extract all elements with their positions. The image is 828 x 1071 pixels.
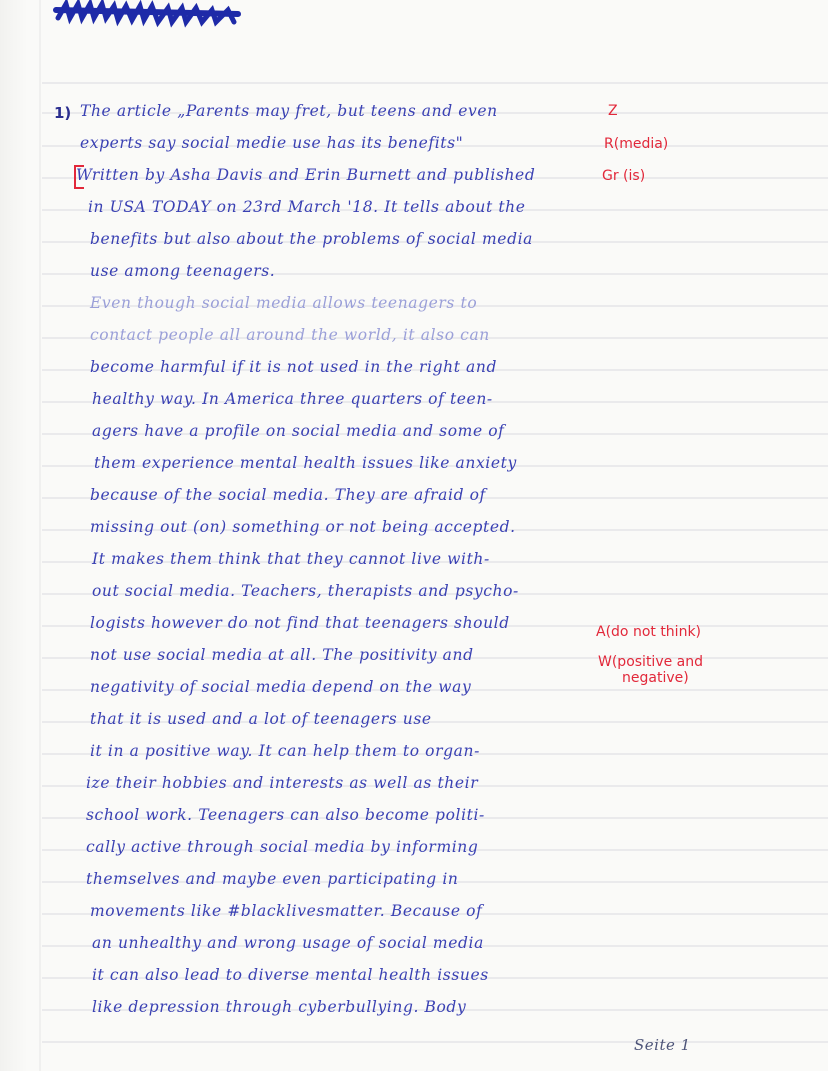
text-line-content: in USA TODAY on 23rd March '18. It tells about the (88, 198, 526, 216)
header-scribble (52, 0, 242, 30)
text-line-content: like depression through cyberbullying. Body (92, 998, 467, 1016)
correction-gr-is: Gr (is) (602, 168, 646, 184)
text-line (0, 518, 828, 548)
insert-bracket (74, 165, 84, 189)
text-line-content: use among teenagers. (90, 262, 276, 280)
text-line (0, 454, 828, 484)
text-line-content: negativity of social media depend on the way (90, 678, 472, 696)
text-line-content: ize their hobbies and interests as well as their (86, 774, 479, 792)
text-line (0, 870, 828, 900)
text-line-content: an unhealthy and wrong usage of social media (92, 934, 484, 952)
text-line (0, 774, 828, 804)
page-number: Seite 1 (634, 1036, 691, 1054)
text-line (0, 486, 828, 516)
text-line-content: contact people all around the world, it also can (90, 326, 490, 344)
text-line (0, 902, 828, 932)
text-line-content: cally active through social media by informing (86, 838, 479, 856)
text-line (0, 998, 828, 1028)
text-line (0, 102, 828, 132)
text-line (0, 262, 828, 292)
correction-w-positive: W(positive and (598, 654, 704, 670)
text-line (0, 422, 828, 452)
text-line (0, 230, 828, 260)
correction-a-do-not-think: A(do not think) (596, 624, 702, 640)
text-line-content: agers have a profile on social media and some of (92, 422, 505, 440)
text-line-content: The article „Parents may fret, but teens and even (80, 102, 498, 120)
text-line-content: Written by Asha Davis and Erin Burnett and published (76, 166, 536, 184)
text-line-content: themselves and maybe even participating in (86, 870, 459, 888)
correction-z: Z (608, 103, 618, 119)
text-line (0, 550, 828, 580)
text-line (0, 582, 828, 612)
text-line-content: movements like #blacklivesmatter. Because of (90, 902, 483, 920)
text-line-content: it in a positive way. It can help them to organ- (90, 742, 480, 760)
text-line (0, 390, 828, 420)
text-line-content: school work. Teenagers can also become politi- (86, 806, 485, 824)
text-line (0, 710, 828, 740)
text-line (0, 358, 828, 388)
text-line (0, 646, 828, 676)
text-line-content: that it is used and a lot of teenagers use (90, 710, 432, 728)
text-line-content: it can also lead to diverse mental health issues (92, 966, 489, 984)
text-line (0, 614, 828, 644)
text-line (0, 742, 828, 772)
text-line-content: experts say social medie use has its benefits" (80, 134, 464, 152)
text-line-content: not use social media at all. The positivity and (90, 646, 474, 664)
item-number-label: 1) (54, 104, 72, 122)
text-line-content: out social media. Teachers, therapists and psycho- (92, 582, 519, 600)
text-line (0, 198, 828, 228)
text-line-content: become harmful if it is not used in the right and (90, 358, 497, 376)
correction-r-media: R(media) (604, 136, 669, 152)
text-line (0, 166, 828, 196)
text-line-content: missing out (on) something or not being accepted. (90, 518, 516, 536)
text-line (0, 806, 828, 836)
text-line-content: It makes them think that they cannot live with- (92, 550, 490, 568)
text-line-content: benefits but also about the problems of social media (90, 230, 534, 248)
text-line (0, 294, 828, 324)
text-line (0, 838, 828, 868)
text-line-content: them experience mental health issues like anxiety (94, 454, 517, 472)
text-line (0, 326, 828, 356)
text-line-content: logists however do not find that teenagers should (90, 614, 510, 632)
correction-negative: negative) (622, 670, 689, 686)
text-line (0, 966, 828, 996)
text-line-content: healthy way. In America three quarters of teen- (92, 390, 493, 408)
text-line-content: because of the social media. They are afraid of (90, 486, 486, 504)
text-line (0, 934, 828, 964)
text-line-content: Even though social media allows teenagers to (90, 294, 478, 312)
text-line (0, 134, 828, 164)
text-line (0, 678, 828, 708)
